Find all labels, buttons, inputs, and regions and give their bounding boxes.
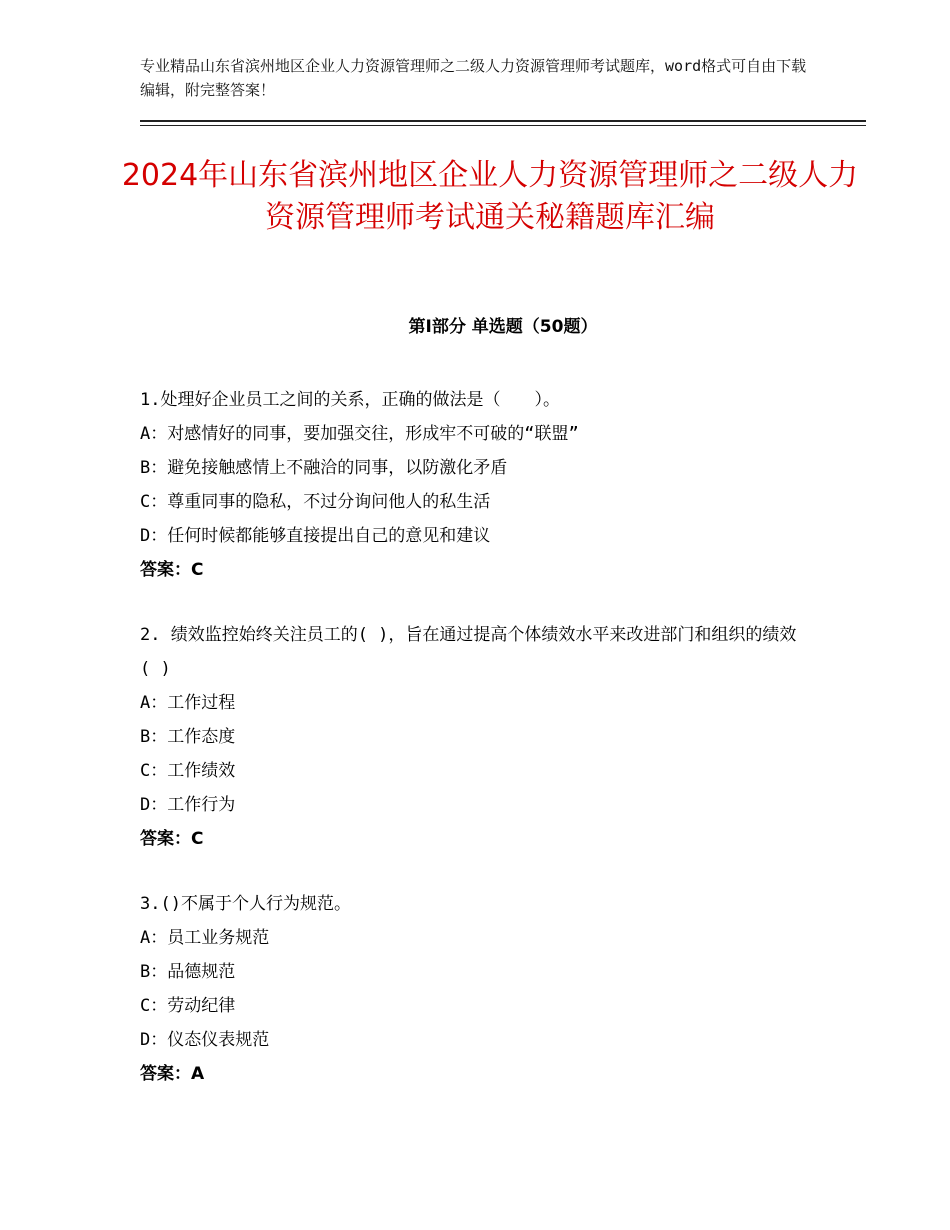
answer-label: 答案：C	[140, 560, 204, 580]
answer-label: 答案：A	[140, 1064, 205, 1084]
section-title: 第Ⅰ部分 单选题（50题）	[408, 317, 598, 337]
option-d: D：仪态仪表规范	[140, 1030, 270, 1050]
question-stem: 3.()不属于个人行为规范。	[140, 894, 351, 914]
header-note: 专业精品山东省滨州地区企业人力资源管理师之二级人力资源管理师考试题库，word格式可自由下载编辑，附完整答案！	[140, 57, 807, 99]
option-a: A：工作过程	[140, 693, 236, 713]
question-stem: 2. 绩效监控始终关注员工的( )，旨在通过提高个体绩效水平来改进部门和组织的绩效( )	[140, 625, 797, 679]
option-b: B：工作态度	[140, 727, 236, 747]
option-c: C：工作绩效	[140, 761, 236, 781]
option-d: D：任何时候都能够直接提出自己的意见和建议	[140, 526, 491, 546]
option-a: A：员工业务规范	[140, 928, 270, 948]
option-b: B：品德规范	[140, 962, 236, 982]
question-stem: 1.处理好企业员工之间的关系，正确的做法是（ ）。	[140, 390, 560, 410]
document-title: 2024年山东省滨州地区企业人力资源管理师之二级人力资源管理师考试通关秘籍题库汇编	[121, 158, 859, 235]
header-divider	[140, 120, 866, 122]
option-a: A：对感情好的同事，要加强交往，形成牢不可破的“联盟”	[140, 424, 579, 444]
question-2	[140, 618, 866, 856]
question-3	[140, 887, 866, 1091]
header-divider-thin	[140, 125, 866, 126]
option-c: C：劳动纪律	[140, 996, 236, 1016]
option-c: C：尊重同事的隐私，不过分询问他人的私生活	[140, 492, 491, 512]
answer-label: 答案：C	[140, 829, 204, 849]
option-d: D：工作行为	[140, 795, 236, 815]
question-1	[140, 383, 866, 587]
option-b: B：避免接触感情上不融洽的同事，以防激化矛盾	[140, 458, 508, 478]
question-list	[140, 383, 866, 1122]
